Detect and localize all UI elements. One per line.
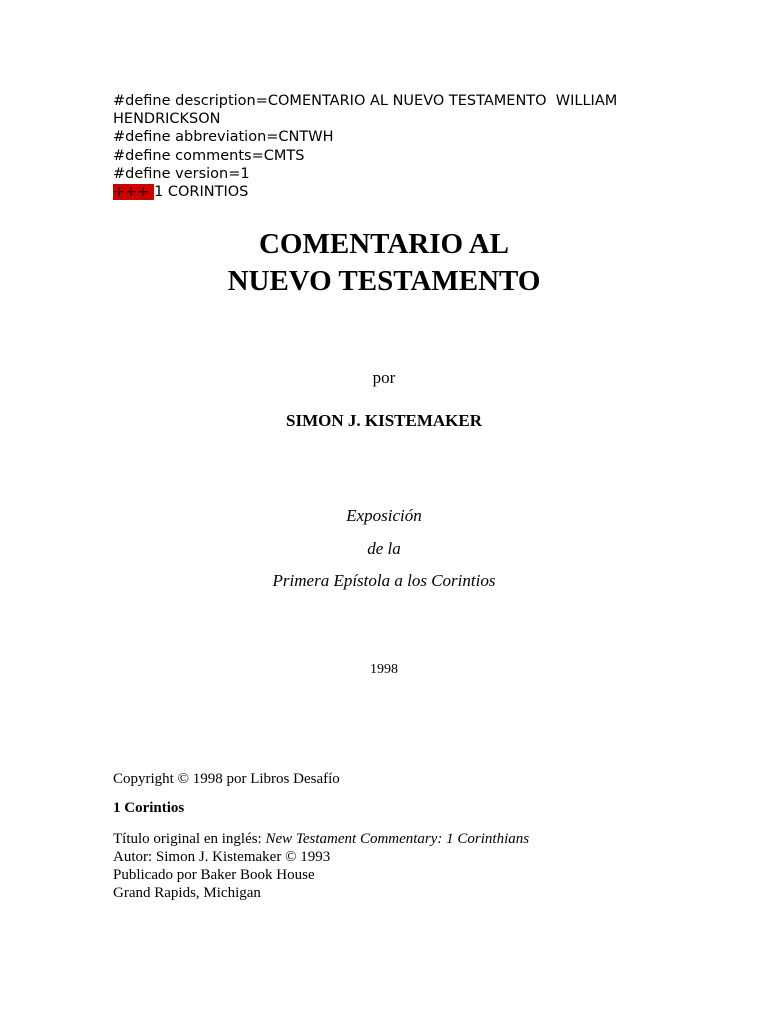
title-line-2: NUEVO TESTAMENTO <box>227 265 541 297</box>
page-title <box>0 226 768 300</box>
define-abbreviation: #define abbreviation=CNTWH <box>113 129 334 146</box>
exposition-line-2: de la <box>367 538 401 558</box>
exposition-line-1: Exposición <box>346 506 422 525</box>
original-title-label: Título original en inglés: <box>113 831 266 847</box>
title-line-1: COMENTARIO AL <box>258 228 509 260</box>
book-subtitle: 1 Corintios <box>113 800 185 816</box>
credits-author: Autor: Simon J. Kistemaker © 1993 <box>113 849 331 865</box>
define-block <box>113 92 673 201</box>
byline-por: por <box>372 368 396 387</box>
credits-location: Grand Rapids, Michigan <box>113 885 261 901</box>
author-name: SIMON J. KISTEMAKER <box>286 411 482 430</box>
publication-year: 1998 <box>370 662 398 677</box>
book-name: 1 CORINTIOS <box>154 184 249 201</box>
book-marker: +++ <box>113 184 155 201</box>
define-version: #define version=1 <box>113 165 250 182</box>
copyright-line: Copyright © 1998 por Libros Desafío <box>113 771 340 787</box>
exposition-block <box>0 500 768 598</box>
credits-publisher: Publicado por Baker Book House <box>113 867 315 883</box>
book-line <box>113 183 673 201</box>
define-comments: #define comments=CMTS <box>113 147 305 164</box>
original-title-line <box>113 830 713 848</box>
define-description: #define description=COMENTARIO AL NUEVO TESTAMENTO WILLIAM HENDRICKSON <box>113 93 622 128</box>
original-title: New Testament Commentary: 1 Corinthians <box>265 831 530 847</box>
exposition-line-3: Primera Epístola a los Corintios <box>272 571 496 590</box>
credits-block <box>113 830 713 902</box>
